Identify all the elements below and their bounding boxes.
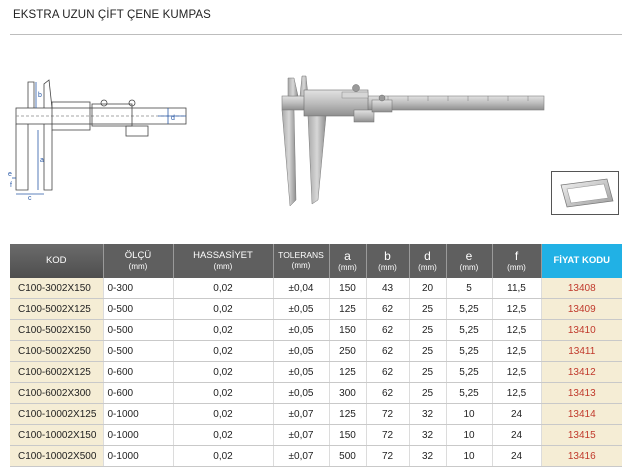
cell-d: 25	[409, 383, 446, 404]
cell-fiyat-kodu: 13413	[541, 383, 622, 404]
cell-b: 62	[366, 383, 409, 404]
cell-fiyat-kodu: 13415	[541, 425, 622, 446]
cell-olcu: 0-1000	[103, 425, 173, 446]
cell-d: 20	[409, 278, 446, 299]
cell-d: 25	[409, 341, 446, 362]
table-row	[10, 341, 622, 362]
cell-e: 5,25	[446, 362, 492, 383]
cell-kod: C100-10002X150	[10, 425, 103, 446]
label-b: b	[38, 92, 42, 99]
col-f: f (mm)	[492, 244, 541, 278]
page-title: EKSTRA UZUN ÇİFT ÇENE KUMPAS	[13, 9, 211, 21]
cell-f: 24	[492, 404, 541, 425]
cell-e: 10	[446, 404, 492, 425]
label-c: c	[28, 195, 32, 200]
cell-a: 150	[329, 278, 366, 299]
cell-d: 25	[409, 362, 446, 383]
cell-kod: C100-6002X300	[10, 383, 103, 404]
caliper-dimension-diagram	[8, 70, 193, 200]
cell-e: 10	[446, 446, 492, 467]
cell-tolerans: ±0,05	[273, 383, 329, 404]
label-f: f	[10, 182, 12, 189]
cell-kod: C100-5002X250	[10, 341, 103, 362]
cell-tolerans: ±0,07	[273, 446, 329, 467]
cell-a: 500	[329, 446, 366, 467]
table-row	[10, 362, 622, 383]
fine-adjust-body	[92, 104, 132, 126]
cell-a: 150	[329, 320, 366, 341]
table-header-row	[10, 244, 622, 278]
label-a: a	[40, 157, 44, 164]
table-row	[10, 299, 622, 320]
cell-olcu: 0-500	[103, 320, 173, 341]
cell-hassasiyet: 0,02	[173, 341, 273, 362]
upper-fixed-jaw	[288, 78, 298, 96]
cell-f: 24	[492, 425, 541, 446]
cell-fiyat-kodu: 13410	[541, 320, 622, 341]
cell-e: 10	[446, 425, 492, 446]
cell-hassasiyet: 0,02	[173, 404, 273, 425]
product-spec-table	[10, 244, 622, 467]
col-fiyat-kodu: FİYAT KODU	[541, 244, 622, 278]
cell-fiyat-kodu: 13414	[541, 404, 622, 425]
table-row	[10, 320, 622, 341]
cell-f: 24	[492, 446, 541, 467]
cell-olcu: 0-600	[103, 362, 173, 383]
cell-hassasiyet: 0,02	[173, 383, 273, 404]
cell-fiyat-kodu: 13411	[541, 341, 622, 362]
cell-olcu: 0-500	[103, 299, 173, 320]
cell-a: 125	[329, 404, 366, 425]
lower-fixed-jaw	[16, 124, 28, 190]
cell-tolerans: ±0,07	[273, 425, 329, 446]
cell-f: 11,5	[492, 278, 541, 299]
cell-tolerans: ±0,05	[273, 362, 329, 383]
cell-e: 5	[446, 278, 492, 299]
cell-tolerans: ±0,05	[273, 341, 329, 362]
cell-e: 5,25	[446, 383, 492, 404]
cell-b: 43	[366, 278, 409, 299]
table-row	[10, 425, 622, 446]
cell-olcu: 0-1000	[103, 404, 173, 425]
cell-b: 62	[366, 362, 409, 383]
cell-hassasiyet: 0,02	[173, 299, 273, 320]
cell-fiyat-kodu: 13408	[541, 278, 622, 299]
table-row	[10, 404, 622, 425]
cell-fiyat-kodu: 13409	[541, 299, 622, 320]
cell-a: 150	[329, 425, 366, 446]
cell-e: 5,25	[446, 299, 492, 320]
cell-olcu: 0-500	[103, 341, 173, 362]
col-b: b (mm)	[366, 244, 409, 278]
lower-slider-jaw	[44, 124, 52, 190]
cell-tolerans: ±0,05	[273, 320, 329, 341]
cell-a: 125	[329, 299, 366, 320]
col-d: d (mm)	[409, 244, 446, 278]
cell-b: 72	[366, 404, 409, 425]
cell-olcu: 0-300	[103, 278, 173, 299]
cell-hassasiyet: 0,02	[173, 362, 273, 383]
upper-slider-jaw	[44, 80, 52, 108]
cell-a: 300	[329, 383, 366, 404]
cell-f: 12,5	[492, 383, 541, 404]
table-row	[10, 446, 622, 467]
cell-e: 5,25	[446, 341, 492, 362]
cell-b: 62	[366, 341, 409, 362]
cell-kod: C100-10002X500	[10, 446, 103, 467]
col-olcu: ÖLÇÜ (mm)	[103, 244, 173, 278]
cell-a: 250	[329, 341, 366, 362]
cell-hassasiyet: 0,02	[173, 446, 273, 467]
cell-f: 12,5	[492, 362, 541, 383]
cell-kod: C100-6002X125	[10, 362, 103, 383]
cell-b: 72	[366, 425, 409, 446]
cell-tolerans: ±0,07	[273, 404, 329, 425]
cell-kod: C100-5002X150	[10, 320, 103, 341]
cell-b: 72	[366, 446, 409, 467]
col-kod: KOD	[10, 244, 103, 278]
cell-d: 32	[409, 446, 446, 467]
table-row	[10, 383, 622, 404]
cell-a: 125	[329, 362, 366, 383]
upper-fixed-jaw	[28, 82, 34, 108]
cell-hassasiyet: 0,02	[173, 278, 273, 299]
cell-tolerans: ±0,05	[273, 299, 329, 320]
table-row	[10, 278, 622, 299]
col-tolerans: TOLERANS (mm)	[273, 244, 329, 278]
cell-d: 25	[409, 299, 446, 320]
cell-d: 32	[409, 404, 446, 425]
col-e: e (mm)	[446, 244, 492, 278]
cell-tolerans: ±0,04	[273, 278, 329, 299]
cell-hassasiyet: 0,02	[173, 425, 273, 446]
cell-kod: C100-3002X150	[10, 278, 103, 299]
cell-d: 25	[409, 320, 446, 341]
cell-d: 32	[409, 425, 446, 446]
beam-profile-image	[551, 171, 619, 215]
cell-olcu: 0-600	[103, 383, 173, 404]
cell-hassasiyet: 0,02	[173, 320, 273, 341]
cell-f: 12,5	[492, 341, 541, 362]
cell-f: 12,5	[492, 299, 541, 320]
lower-slider-jaw	[308, 116, 326, 204]
title-divider	[10, 34, 622, 35]
cell-kod: C100-10002X125	[10, 404, 103, 425]
cell-b: 62	[366, 299, 409, 320]
cell-kod: C100-5002X125	[10, 299, 103, 320]
cell-fiyat-kodu: 13416	[541, 446, 622, 467]
label-e: e	[8, 171, 12, 178]
col-hassasiyet: HASSASİYET (mm)	[173, 244, 273, 278]
cell-olcu: 0-1000	[103, 446, 173, 467]
lower-fixed-jaw	[282, 110, 296, 206]
cell-e: 5,25	[446, 320, 492, 341]
col-a: a (mm)	[329, 244, 366, 278]
cell-fiyat-kodu: 13412	[541, 362, 622, 383]
cell-b: 62	[366, 320, 409, 341]
label-d: d	[171, 115, 175, 122]
caliper-product-photo	[268, 74, 553, 216]
cell-f: 12,5	[492, 320, 541, 341]
